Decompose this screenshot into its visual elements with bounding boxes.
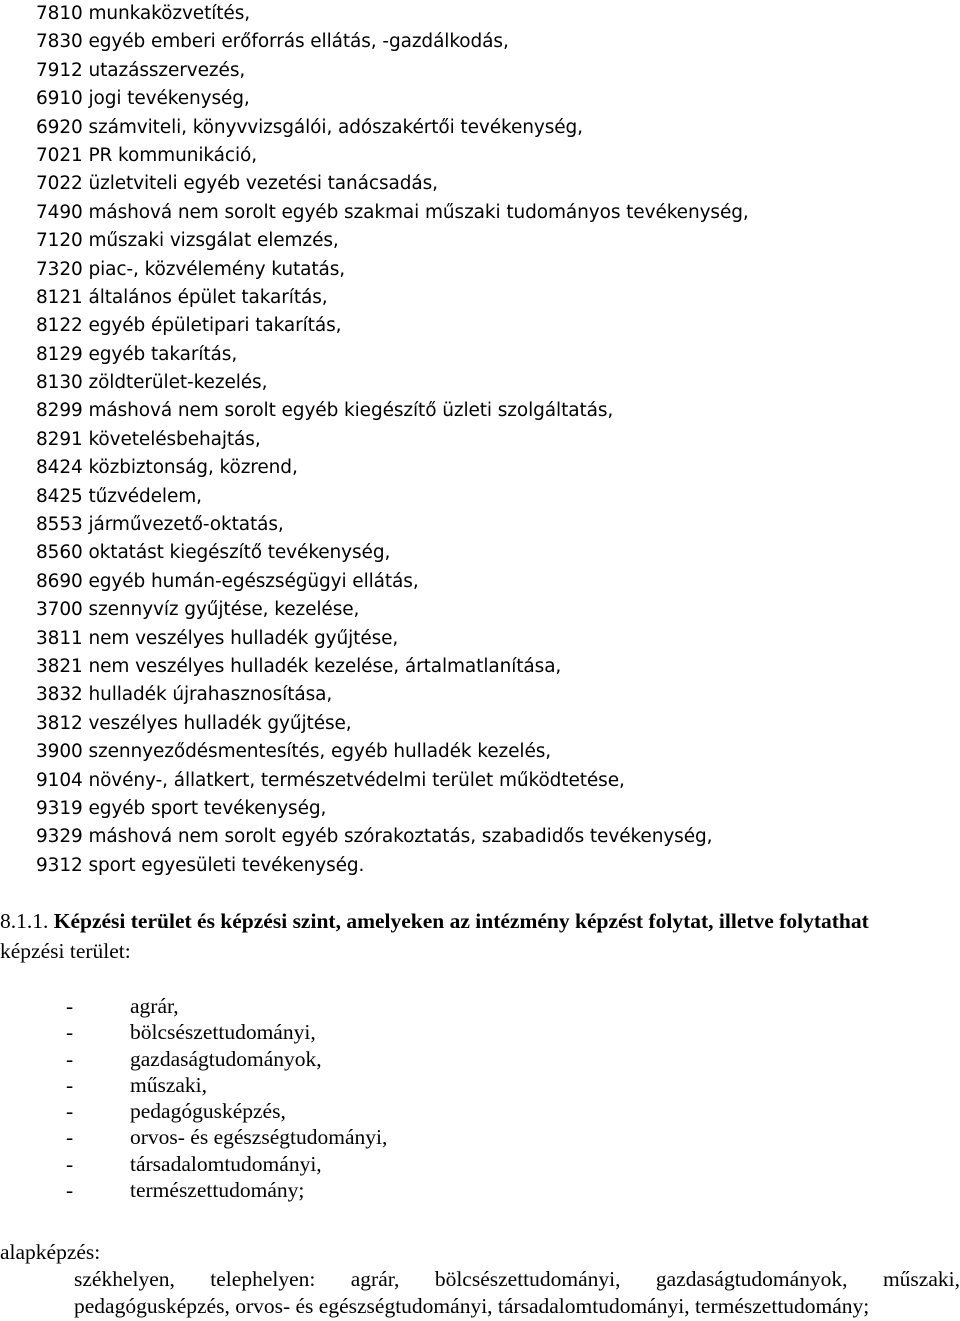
field-label: képzési terület: <box>0 939 131 963</box>
bullet-dash: - <box>66 1178 74 1203</box>
list-item: 9312 sport egyesületi tevékenység. <box>36 854 365 876</box>
list-item: 8130 zöldterület-kezelés, <box>36 372 268 394</box>
list-item: 7022 üzletviteli egyéb vezetési tanácsadás, <box>36 173 438 195</box>
list-item: 6910 jogi tevékenység, <box>36 88 250 110</box>
list-item <box>66 1151 387 1177</box>
list-item-label: orvos- és egészségtudományi, <box>130 1125 388 1150</box>
list-item: 7490 máshová nem sorolt egyéb szakmai műszaki tudományos tevékenység, <box>36 201 749 223</box>
activity-list <box>36 0 749 880</box>
list-item: 6920 számviteli, könyvvizsgálói, adószakértői tevékenység, <box>36 116 583 138</box>
basic-training-label: alapképzés: <box>0 1240 101 1264</box>
list-item <box>66 1019 387 1045</box>
list-item <box>66 1124 387 1150</box>
list-item: 9104 növény-, állatkert, természetvédelmi terület működtetése, <box>36 769 625 791</box>
basic-training-line-2: pedagógusképzés, orvos- és egészségtudományi, társadalomtudományi, természettudomány; <box>74 1294 870 1318</box>
list-item-label: pedagógusképzés, <box>130 1099 286 1124</box>
list-item: 3821 nem veszélyes hulladék kezelése, ártalmatlanítása, <box>36 655 562 677</box>
bullet-dash: - <box>66 1020 74 1045</box>
field-list <box>66 993 387 1203</box>
list-item-label: társadalomtudományi, <box>130 1151 322 1176</box>
list-item: 8122 egyéb épületipari takarítás, <box>36 315 342 337</box>
list-item: 3832 hulladék újrahasznosítása, <box>36 684 333 706</box>
list-item: 9319 egyéb sport tevékenység, <box>36 797 327 819</box>
list-item-label: műszaki, <box>130 1072 208 1097</box>
section-title: Képzési terület és képzési szint, amelyeken az intézmény képzést folytat, illetve folytathat <box>53 909 869 933</box>
list-item: 8425 tűzvédelem, <box>36 485 202 507</box>
list-item: 3812 veszélyes hulladék gyűjtése, <box>36 712 352 734</box>
list-item-label: bölcsészettudományi, <box>130 1020 316 1045</box>
list-item-label: természettudomány; <box>130 1178 305 1203</box>
basic-training-line-1: székhelyen, telephelyen: agrár, bölcsészettudományi, gazdaságtudományok, műszaki, <box>74 1267 960 1291</box>
list-item: 3900 szennyeződésmentesítés, egyéb hulladék kezelés, <box>36 741 552 763</box>
list-item <box>66 1072 387 1098</box>
bullet-dash: - <box>66 1151 74 1176</box>
list-item-label: gazdaságtudományok, <box>130 1046 322 1071</box>
bullet-dash: - <box>66 1099 74 1124</box>
basic-training-text <box>74 1266 960 1320</box>
list-item: 8690 egyéb humán-egészségügyi ellátás, <box>36 570 419 592</box>
list-item: 7912 utazásszervezés, <box>36 59 246 81</box>
bullet-dash: - <box>66 1046 74 1071</box>
list-item: 8560 oktatást kiegészítő tevékenység, <box>36 542 391 564</box>
list-item: 7021 PR kommunikáció, <box>36 144 257 166</box>
list-item: 8121 általános épület takarítás, <box>36 286 328 308</box>
list-item: 8291 követelésbehajtás, <box>36 428 261 450</box>
list-item: 8129 egyéb takarítás, <box>36 343 238 365</box>
list-item: 7810 munkaközvetítés, <box>36 3 251 24</box>
list-item: 8299 máshová nem sorolt egyéb kiegészítő üzleti szolgáltatás, <box>36 400 614 422</box>
list-item: 8553 járművezető-oktatás, <box>36 514 284 536</box>
list-item: 3811 nem veszélyes hulladék gyűjtése, <box>36 627 399 649</box>
list-item: 7120 műszaki vizsgálat elemzés, <box>36 230 339 252</box>
list-item <box>66 993 387 1019</box>
list-item: 7320 piac-, közvélemény kutatás, <box>36 258 346 280</box>
list-item-label: agrár, <box>130 994 179 1018</box>
list-item: 8424 közbiztonság, közrend, <box>36 457 298 479</box>
list-item <box>66 1046 387 1072</box>
bullet-dash: - <box>66 1125 74 1150</box>
section-number: 8.1.1. <box>0 909 49 933</box>
section-heading <box>0 906 869 936</box>
list-item: 3700 szennyvíz gyűjtése, kezelése, <box>36 599 360 621</box>
list-item: 7830 egyéb emberi erőforrás ellátás, -gazdálkodás, <box>36 31 509 53</box>
bullet-dash: - <box>66 994 74 1018</box>
list-item <box>66 1098 387 1124</box>
bullet-dash: - <box>66 1072 74 1097</box>
list-item: 9329 máshová nem sorolt egyéb szórakoztatás, szabadidős tevékenység, <box>36 826 713 848</box>
list-item <box>66 1177 387 1203</box>
